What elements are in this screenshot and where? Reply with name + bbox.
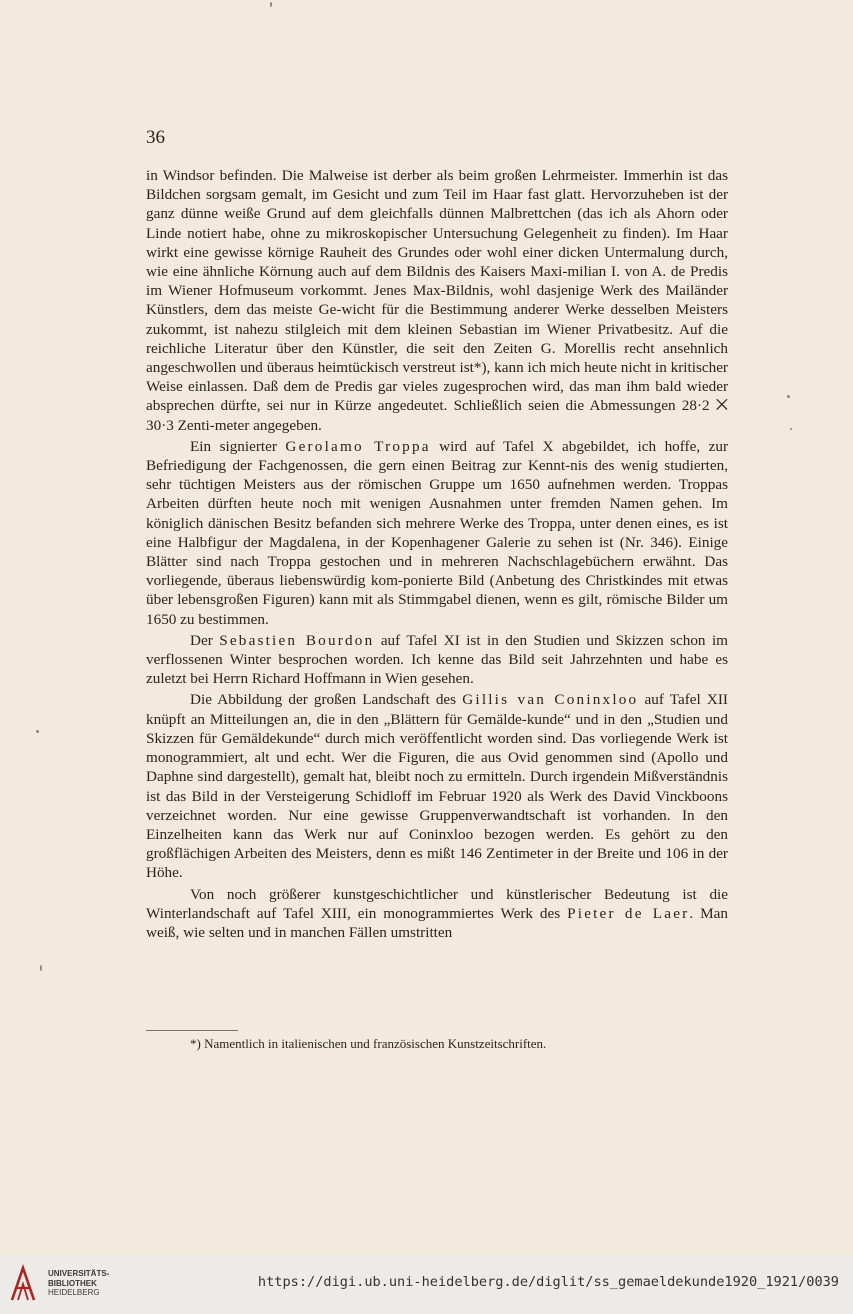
scan-speck [790, 428, 792, 430]
paragraph [146, 166, 728, 435]
scan-speck [270, 2, 272, 7]
spaced-name: Gillis van Coninxloo [462, 691, 639, 709]
page-number: 36 [146, 127, 165, 148]
logo-line: UNIVERSITÄTS- [48, 1269, 110, 1278]
logo-line: BIBLIOTHEK [48, 1278, 97, 1288]
logo-line: HEIDELBERG [48, 1288, 100, 1297]
scan-speck [40, 965, 42, 971]
footnote-divider [146, 1030, 238, 1031]
text-run: auf Tafel XI ist in den Studien und Skizzen schon im verflossenen Winter besprochen worden. Ich kenne das Bild seit Jahrzehnten und habe es zuletzt bei Herrn Richard Hoffmann in Wien gesehen. [146, 631, 728, 688]
text-run: . Man weiß, wie selten und in manchen Fällen umstritten [146, 904, 728, 941]
scan-speck [36, 730, 39, 733]
text-run: auf Tafel XII knüpft an Mitteilungen an, die in den „Blättern für Gemälde-kunde“ und in den „Studien und Skizzen für Gemäldekunde“ durch mich veröffentlicht worden sind. Das vorliegende Werk ist monogrammiert, alt und echt. Wer die Figuren, die aus Ovid genommen sind (Apollo und Daphne sind dargestellt), gemalt hat, bleibt noch zu ermitteln. Durch irgendein Mißverständnis ist das Bild in der Versteigerung Schidloff im Februar 1920 als Werk des David Vinckboons verzeichnet worden. Nur eine gewisse Gruppenverwandtschaft ist vorhanden. In den Einzelheiten kann das Werk nur auf Coninxloo bezogen werden. Es gehört zu den großflächigen Arbeiten des Meisters, denn es mißt 146 Zentimeter in der Breite und 106 in der Höhe. [146, 691, 728, 882]
text-run: Ein signierter [190, 437, 286, 455]
text-run: Von noch größerer kunstgeschichtlicher und künstlerischer Bedeutung ist die Winterlandschaft auf Tafel XIII, ein monogrammiertes Werk des [146, 885, 728, 922]
university-seal-icon [8, 1264, 38, 1304]
body-text [146, 166, 728, 942]
paragraph [146, 885, 728, 943]
spaced-name: Gerolamo Troppa [285, 437, 431, 455]
library-logo-text [48, 1269, 109, 1298]
text-run: wird auf Tafel X abgebildet, ich hoffe, zur Befriedigung der Fachgenossen, die gern einen Beitrag zur Kennt-nis des wenig studierten, sehr tüchtigen Meisters aus der römischen Gruppe um 1650 aufnehmen werden. Troppas Arbeiten dürften heute noch mit wenigen Ausnahmen unter fremden Namen gehen. Im königlich dänischen Besitz befanden sich mehrere Werke des Troppa, unter denen eines, es ist eine Halbfigur der Magdalena, in der Kopenhagener Galerie zu sehen ist (Nr. 346). Einige Blätter sind nach Troppa gestochen und in mehreren Nachschlagebüchern erwähnt. Das vorliegende, überaus liebenswürdig kom-ponierte Bild (Anbetung des Christkindes mit etwas über lebensgroßen Figuren) kann mit als Stimmgabel dienen, wenn es gilt, römische Bilder um 1650 zu bestimmen. [146, 437, 729, 628]
footer-bar [0, 1254, 853, 1314]
spaced-name: Pieter de Laer [567, 904, 690, 922]
paragraph [146, 690, 728, 882]
paragraph [146, 631, 728, 689]
paragraph [146, 437, 728, 629]
text-run: Die Abbildung der großen Landschaft des [190, 691, 463, 709]
footnote: *) Namentlich in italienischen und französischen Kunstzeitschriften. [190, 1036, 547, 1051]
permalink-url[interactable]: https://digi.ub.uni-heidelberg.de/diglit/ss_gemaeldekunde1920_1921/0039 [257, 1274, 839, 1290]
text-run: Der [190, 631, 220, 649]
scan-speck [787, 395, 790, 398]
spaced-name: Sebastien Bourdon [219, 631, 375, 649]
text-run: in Windsor befinden. Die Malweise ist derber als beim großen Lehrmeister. Immerhin ist das Bildchen sorgsam gemalt, im Gesicht und zum Teil im Haar fast glatt. Hervorzuheben ist der ganz dünne weiße Grund auf dem gleichfalls dünnen Malbrettchen (das ich als Ahorn oder Linde notiert habe, ohne zu mikroskopischer Untersuchung Gelegenheit zu finden). Im Haar wirkt eine gewisse körnige Rauheit des Grundes oder wohl einer dicken Untermalung durch, wie eine ähnliche Körnung auch auf dem Bildnis des Kaisers Maxi-milian I. von A. de Predis im Wiener Hofmuseum vorkommt. Jenes Max-Bildnis, wohl dasjenige Werk des Mailänder Künstlers, dem das meiste Ge-wicht für die Bestimmung anderer Werke desselben Meisters zukommt, ist nahezu stilgleich mit dem kleinen Sebastian im Wiener Privatbesitz. Auf die reichliche Literatur über den Künstler, die seit den Zeiten G. Morellis recht ansehnlich angeschwollen und überaus heimtückisch verstreut ist*), kann ich mich heute nicht in kritischer Weise einlassen. Daß dem de Predis gar vieles zugesprochen wird, das man ihm bald wieder absprechen dürfte, sei nur in Kürze angedeutet. Schließlich seien die Abmessungen 28·2 ⨉ 30·3 Zenti-meter angegeben. [146, 167, 728, 434]
